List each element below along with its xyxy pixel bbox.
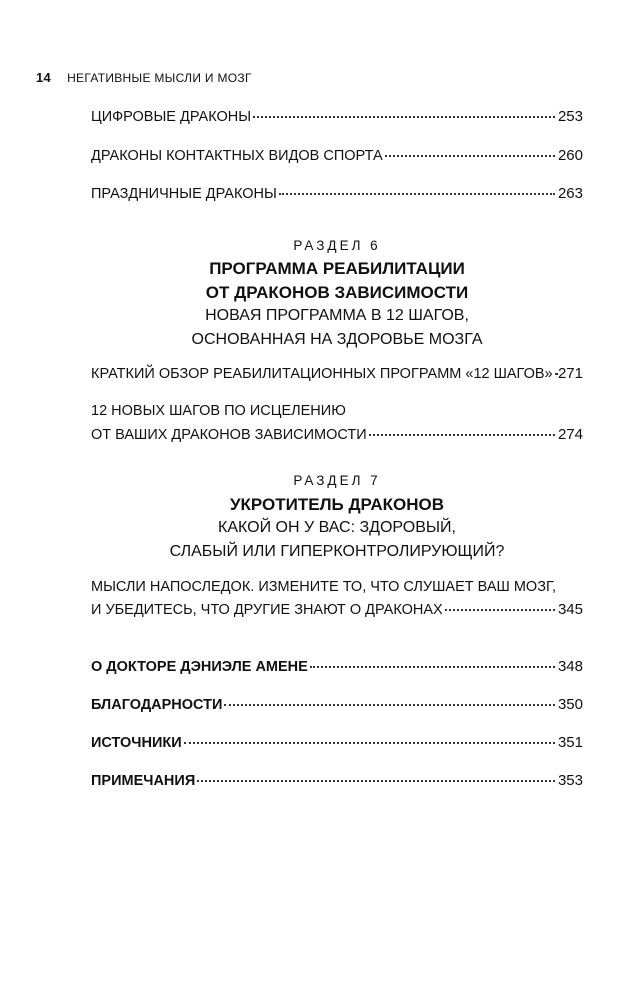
- running-title: НЕГАТИВНЫЕ МЫСЛИ И МОЗГ: [67, 71, 252, 85]
- toc-entry-page: 348: [557, 658, 583, 675]
- dot-leader: [310, 666, 555, 668]
- toc-entry-title: КРАТКИЙ ОБЗОР РЕАБИЛИТАЦИОННЫХ ПРОГРАММ «12 ШАГОВ»: [91, 366, 553, 382]
- section-subtitle: ОСНОВАННАЯ НА ЗДОРОВЬЕ МОЗГА: [191, 331, 483, 348]
- toc-entry-page: 274: [557, 426, 583, 443]
- section-label: РАЗДЕЛ 6: [293, 238, 381, 253]
- toc-entry-title: И УБЕДИТЕСЬ, ЧТО ДРУГИЕ ЗНАЮТ О ДРАКОНАХ: [91, 602, 443, 618]
- toc-entry-title: ОТ ВАШИХ ДРАКОНОВ ЗАВИСИМОСТИ: [91, 427, 367, 443]
- section-label: РАЗДЕЛ 7: [293, 473, 381, 488]
- toc-entry-title: БЛАГОДАРНОСТИ: [91, 697, 223, 713]
- toc-entry-first-line: 12 НОВЫХ ШАГОВ ПО ИСЦЕЛЕНИЮ: [91, 403, 346, 419]
- toc-entry[interactable]: [91, 734, 583, 751]
- dot-leader: [253, 116, 555, 118]
- toc-entry-title: ЦИФРОВЫЕ ДРАКОНЫ: [91, 109, 252, 125]
- toc-entry-title: ПРАЗДНИЧНЫЕ ДРАКОНЫ: [91, 186, 277, 202]
- dot-leader: [279, 193, 555, 195]
- toc-entry-first-line: МЫСЛИ НАПОСЛЕДОК. ИЗМЕНИТЕ ТО, ЧТО СЛУШАЕТ ВАШ МОЗГ,: [91, 579, 557, 595]
- toc-entry[interactable]: [91, 601, 583, 618]
- toc-entry-page: 345: [557, 601, 583, 618]
- toc-entry-page: 351: [557, 734, 583, 751]
- toc-entry-title: ДРАКОНЫ КОНТАКТНЫХ ВИДОВ СПОРТА: [91, 148, 383, 164]
- section-subtitle: КАКОЙ ОН У ВАС: ЗДОРОВЫЙ,: [218, 519, 456, 536]
- toc-entry-page: 260: [557, 147, 583, 164]
- toc-entry-title: ПРИМЕЧАНИЯ: [91, 773, 196, 789]
- section-subtitle: НОВАЯ ПРОГРАММА В 12 ШАГОВ,: [205, 307, 469, 324]
- running-header: [36, 70, 252, 85]
- toc-entry-title: О ДОКТОРЕ ДЭНИЭЛЕ АМЕНЕ: [91, 659, 308, 675]
- toc-entry[interactable]: [91, 185, 583, 202]
- dot-leader: [445, 609, 555, 611]
- toc-entry[interactable]: [91, 147, 583, 164]
- toc-entry-page: 263: [557, 185, 583, 202]
- page-number: 14: [36, 70, 52, 85]
- section-title: УКРОТИТЕЛЬ ДРАКОНОВ: [229, 495, 445, 514]
- toc-entry-page: 253: [557, 108, 583, 125]
- toc-entry-page: 271: [557, 365, 583, 382]
- dot-leader: [369, 434, 555, 436]
- toc-entry[interactable]: [91, 365, 583, 382]
- section-title: ПРОГРАММА РЕАБИЛИТАЦИИ: [209, 259, 465, 278]
- dot-leader: [197, 780, 555, 782]
- toc-entry-page: 353: [557, 772, 583, 789]
- toc-entry[interactable]: [91, 658, 583, 675]
- dot-leader: [385, 155, 555, 157]
- toc-entry[interactable]: [91, 696, 583, 713]
- toc-entry[interactable]: [91, 426, 583, 443]
- toc-entry-title: ИСТОЧНИКИ: [91, 735, 182, 751]
- section-title: ОТ ДРАКОНОВ ЗАВИСИМОСТИ: [205, 283, 469, 302]
- toc-entry[interactable]: [91, 108, 583, 125]
- dot-leader: [224, 704, 555, 706]
- section-subtitle: СЛАБЫЙ ИЛИ ГИПЕРКОНТРОЛИРУЮЩИЙ?: [169, 543, 505, 560]
- toc-entry-page: 350: [557, 696, 583, 713]
- dot-leader: [184, 742, 555, 744]
- toc-entry[interactable]: [91, 772, 583, 789]
